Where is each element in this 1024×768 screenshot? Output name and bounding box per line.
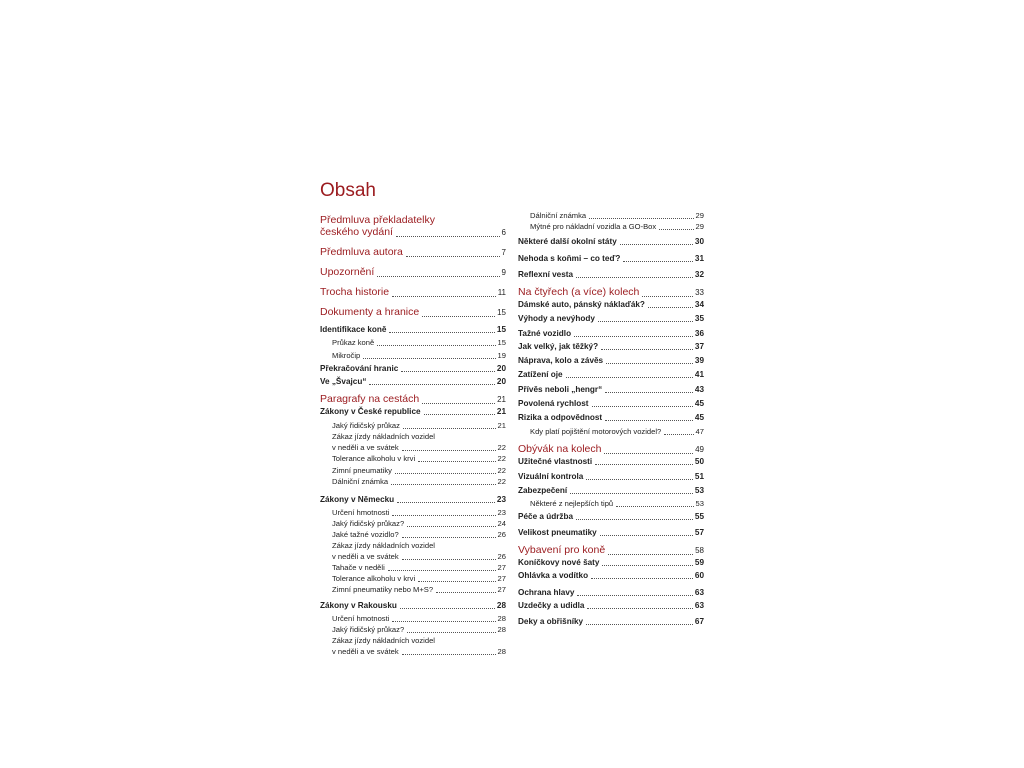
toc-page-number: 21 bbox=[496, 407, 506, 416]
toc-page-number: 49 bbox=[695, 445, 704, 454]
toc-entry-title: Nehoda s koňmi – co teď? bbox=[518, 254, 621, 263]
toc-entry[interactable] bbox=[518, 544, 704, 557]
toc-entry[interactable] bbox=[320, 266, 506, 279]
toc-entry-title: Tažné vozidlo bbox=[518, 329, 572, 338]
toc-entry-title: Tolerance alkoholu v krvi bbox=[332, 574, 416, 583]
toc-page-number: 26 bbox=[497, 530, 506, 539]
toc-entry[interactable] bbox=[320, 613, 506, 624]
dot-leader bbox=[589, 218, 693, 219]
dot-leader bbox=[418, 461, 495, 462]
dot-leader bbox=[576, 519, 693, 520]
toc-page-number: 67 bbox=[694, 617, 704, 626]
dot-leader bbox=[570, 493, 693, 494]
toc-entry[interactable] bbox=[320, 476, 506, 487]
toc-entry-title: Koníčkovy nové šaty bbox=[518, 558, 600, 567]
toc-page-number: 31 bbox=[694, 254, 704, 263]
dot-leader bbox=[642, 296, 693, 297]
dot-leader bbox=[401, 371, 495, 372]
dot-leader bbox=[402, 450, 496, 451]
dot-leader bbox=[397, 502, 495, 503]
dot-leader bbox=[407, 632, 495, 633]
toc-entry-title: Jak velký, jak těžký? bbox=[518, 342, 599, 351]
toc-entry-title: Identifikace koně bbox=[320, 325, 387, 334]
dot-leader bbox=[604, 453, 693, 454]
toc-page-number: 22 bbox=[497, 466, 506, 475]
toc-entry[interactable] bbox=[518, 443, 704, 456]
toc-entry[interactable] bbox=[320, 406, 506, 417]
toc-entry-title: Zákony v České republice bbox=[320, 407, 421, 416]
toc-page-number: 63 bbox=[694, 601, 704, 610]
toc-entry-line: Zákaz jízdy nákladních vozidel bbox=[332, 636, 435, 645]
dot-leader bbox=[592, 406, 693, 407]
toc-entry[interactable] bbox=[518, 616, 704, 627]
toc-page-number: 59 bbox=[694, 558, 704, 567]
toc-entry[interactable] bbox=[518, 384, 704, 395]
dot-leader bbox=[616, 506, 693, 507]
toc-page-number: 27 bbox=[497, 585, 506, 594]
dot-leader bbox=[602, 565, 692, 566]
toc-entry-title: Tolerance alkoholu v krvi bbox=[332, 454, 416, 463]
dot-leader bbox=[436, 592, 495, 593]
toc-column-left bbox=[320, 214, 506, 657]
toc-entry[interactable] bbox=[320, 518, 506, 529]
toc-entry[interactable] bbox=[518, 412, 704, 423]
toc-entry[interactable] bbox=[320, 442, 506, 453]
toc-entry-title: Určení hmotnosti bbox=[332, 614, 390, 623]
toc-entry-title: Užitečné vlastnosti bbox=[518, 457, 593, 466]
dot-leader bbox=[623, 261, 693, 262]
toc-entry-title: v neděli a ve svátek bbox=[332, 443, 399, 452]
toc-entry-title: Uzdečky a udidla bbox=[518, 601, 585, 610]
toc-entry[interactable] bbox=[518, 527, 704, 538]
dot-leader bbox=[377, 345, 495, 346]
dot-leader bbox=[402, 537, 496, 538]
toc-page-number: 45 bbox=[694, 413, 704, 422]
toc-entry[interactable] bbox=[320, 584, 506, 595]
dot-leader bbox=[402, 559, 496, 560]
toc-entry-title: Péče a údržba bbox=[518, 512, 574, 521]
toc-entry-title: českého vydání bbox=[320, 226, 393, 238]
dot-leader bbox=[591, 578, 693, 579]
toc-entry-title: Jaké tažné vozidlo? bbox=[332, 530, 399, 539]
dot-leader bbox=[576, 277, 693, 278]
toc-entry[interactable] bbox=[518, 557, 704, 568]
toc-page-number: 41 bbox=[694, 370, 704, 379]
toc-entry-title: Zákony v Německu bbox=[320, 495, 395, 504]
toc-entry-title: Zabezpečení bbox=[518, 486, 568, 495]
toc-entry-title: Překračování hranic bbox=[320, 364, 399, 373]
toc-entry-line: Předmluva překladatelky bbox=[320, 214, 435, 226]
toc-page-number: 45 bbox=[694, 399, 704, 408]
toc-entry-line: Zákaz jízdy nákladních vozidel bbox=[332, 541, 435, 550]
toc-entry-title: Vybavení pro koně bbox=[518, 544, 606, 556]
toc-entry[interactable] bbox=[320, 529, 506, 540]
toc-entry[interactable] bbox=[320, 551, 506, 562]
toc-page-number: 36 bbox=[694, 329, 704, 338]
dot-leader bbox=[422, 403, 495, 404]
toc-page-number: 7 bbox=[501, 248, 506, 257]
toc-page-number: 51 bbox=[694, 472, 704, 481]
toc-entry-title: Deky a obřišníky bbox=[518, 617, 584, 626]
toc-entry[interactable] bbox=[518, 269, 704, 280]
toc-entry[interactable] bbox=[320, 376, 506, 387]
toc-entry-title: Trocha historie bbox=[320, 286, 390, 298]
toc-entry[interactable] bbox=[320, 507, 506, 518]
toc-page-number: 11 bbox=[497, 288, 506, 297]
toc-entry-title: Ve „Švajcu“ bbox=[320, 377, 367, 386]
toc-page-number: 21 bbox=[497, 395, 506, 404]
toc-entry-title: v neděli a ve svátek bbox=[332, 552, 399, 561]
dot-leader bbox=[418, 581, 495, 582]
toc-entry-title: Zimní pneumatiky bbox=[332, 466, 392, 475]
toc-entry-title: Některé další okolní státy bbox=[518, 237, 617, 246]
toc-entry-title: Jaký řidičský průkaz? bbox=[332, 625, 405, 634]
toc-entry[interactable] bbox=[320, 363, 506, 374]
toc-entry[interactable] bbox=[320, 420, 506, 431]
toc-page-number: 20 bbox=[496, 364, 506, 373]
toc-entry-title: Povolená rychlost bbox=[518, 399, 589, 408]
toc-entry-title: Zatížení oje bbox=[518, 370, 563, 379]
toc-page-number: 58 bbox=[695, 546, 704, 555]
toc-entry-title: Ohlávka a vodítko bbox=[518, 571, 589, 580]
dot-leader bbox=[391, 484, 495, 485]
toc-page-number: 23 bbox=[497, 508, 506, 517]
toc-entry[interactable] bbox=[320, 465, 506, 476]
toc-entry-title: v neděli a ve svátek bbox=[332, 647, 399, 656]
dot-leader bbox=[392, 296, 496, 297]
toc-entry[interactable] bbox=[518, 328, 704, 339]
toc-entry-title: Rizika a odpovědnost bbox=[518, 413, 603, 422]
toc-entry-title: Jaký řidičský průkaz bbox=[332, 421, 400, 430]
dot-leader bbox=[400, 608, 495, 609]
toc-entry[interactable] bbox=[320, 286, 506, 299]
toc-entry[interactable] bbox=[320, 246, 506, 259]
toc-entry-title: Výhody a nevýhody bbox=[518, 314, 595, 323]
toc-entry[interactable] bbox=[320, 324, 506, 335]
toc-entry-title: Předmluva autora bbox=[320, 246, 403, 258]
toc-entry[interactable] bbox=[518, 426, 704, 437]
toc-page-number: 32 bbox=[694, 270, 704, 279]
toc-entry-title: Přívěs neboli „hengr“ bbox=[518, 385, 603, 394]
toc-entry[interactable] bbox=[518, 286, 704, 299]
toc-page-number: 55 bbox=[694, 512, 704, 521]
toc-entry-title: Velikost pneumatiky bbox=[518, 528, 597, 537]
toc-entry-title: Mikročip bbox=[332, 351, 361, 360]
dot-leader bbox=[406, 256, 500, 257]
toc-entry-title: Vizuální kontrola bbox=[518, 472, 584, 481]
toc-page-number: 21 bbox=[497, 421, 506, 430]
toc-entry-title: Reflexní vesta bbox=[518, 270, 574, 279]
toc-entry-title: Jaký řidičský průkaz? bbox=[332, 519, 405, 528]
dot-leader bbox=[606, 363, 693, 364]
toc-page-number: 6 bbox=[501, 228, 506, 237]
toc-page-number: 22 bbox=[497, 443, 506, 452]
dot-leader bbox=[389, 332, 494, 333]
dot-leader bbox=[388, 570, 496, 571]
toc-page-number: 9 bbox=[501, 268, 506, 277]
dot-leader bbox=[586, 479, 693, 480]
toc-page-number: 27 bbox=[497, 574, 506, 583]
toc-page-number: 15 bbox=[497, 338, 506, 347]
toc-entry[interactable] bbox=[320, 226, 506, 239]
toc-entry-title: Určení hmotnosti bbox=[332, 508, 390, 517]
toc-entry[interactable] bbox=[320, 573, 506, 584]
toc-entry-title: Ochrana hlavy bbox=[518, 588, 575, 597]
toc-entry-title: Obývák na kolech bbox=[518, 443, 602, 455]
dot-leader bbox=[369, 384, 494, 385]
toc-page-number: 28 bbox=[497, 647, 506, 656]
dot-leader bbox=[664, 434, 693, 435]
dot-leader bbox=[577, 595, 692, 596]
toc-page-number: 24 bbox=[497, 519, 506, 528]
toc-page-number: 53 bbox=[695, 499, 704, 508]
dot-leader bbox=[600, 535, 693, 536]
toc-page-number: 47 bbox=[695, 427, 704, 436]
toc-entry[interactable] bbox=[320, 624, 506, 635]
toc-entry[interactable] bbox=[320, 453, 506, 464]
dot-leader bbox=[574, 336, 693, 337]
dot-leader bbox=[605, 420, 693, 421]
toc-entry-title: Dálniční známka bbox=[332, 477, 389, 486]
toc-page-number: 37 bbox=[694, 342, 704, 351]
toc-entry[interactable] bbox=[518, 253, 704, 264]
toc-entry[interactable] bbox=[320, 646, 506, 657]
toc-entry-title: Kdy platí pojištění motorových vozidel? bbox=[530, 427, 662, 436]
dot-leader bbox=[620, 244, 693, 245]
dot-leader bbox=[395, 473, 496, 474]
toc-page-number: 33 bbox=[695, 288, 704, 297]
toc-entry[interactable] bbox=[518, 485, 704, 496]
toc-entry-line: Zákaz jízdy nákladních vozidel bbox=[332, 432, 435, 441]
toc-entry[interactable] bbox=[518, 313, 704, 324]
dot-leader bbox=[586, 624, 693, 625]
dot-leader bbox=[396, 236, 500, 237]
toc-entry[interactable] bbox=[320, 494, 506, 505]
toc-entry-title: Zákony v Rakousku bbox=[320, 601, 397, 610]
toc-page-number: 29 bbox=[695, 211, 704, 220]
dot-leader bbox=[648, 307, 693, 308]
toc-page-number: 15 bbox=[496, 325, 506, 334]
toc-entry-title: Dálniční známka bbox=[530, 211, 587, 220]
toc-entry[interactable] bbox=[518, 570, 704, 581]
toc-entry[interactable] bbox=[320, 337, 506, 348]
dot-leader bbox=[377, 276, 499, 277]
toc-page-number: 60 bbox=[694, 571, 704, 580]
dot-leader bbox=[403, 428, 496, 429]
toc-page-number: 63 bbox=[694, 588, 704, 597]
toc-entry[interactable] bbox=[320, 562, 506, 573]
toc-page-number: 23 bbox=[496, 495, 506, 504]
toc-entry[interactable] bbox=[518, 471, 704, 482]
toc-page-number: 22 bbox=[497, 454, 506, 463]
toc-page-number: 19 bbox=[497, 351, 506, 360]
toc-entry-title: Náprava, kolo a závěs bbox=[518, 356, 604, 365]
dot-leader bbox=[566, 377, 693, 378]
dot-leader bbox=[608, 554, 693, 555]
toc-entry-title: Některé z nejlepších tipů bbox=[530, 499, 614, 508]
dot-leader bbox=[392, 621, 495, 622]
toc-page-number: 28 bbox=[497, 614, 506, 623]
toc-entry-title: Tahače v neděli bbox=[332, 563, 385, 572]
toc-entry[interactable] bbox=[320, 393, 506, 406]
toc-entry-title: Zimní pneumatiky nebo M+S? bbox=[332, 585, 434, 594]
dot-leader bbox=[402, 654, 496, 655]
toc-entry[interactable] bbox=[518, 210, 704, 221]
toc-entry-title: Dámské auto, pánský náklaďák? bbox=[518, 300, 645, 309]
toc-page-number: 26 bbox=[497, 552, 506, 561]
toc-page-number: 39 bbox=[694, 356, 704, 365]
toc-page-number: 20 bbox=[496, 377, 506, 386]
toc-entry[interactable] bbox=[518, 221, 704, 232]
toc-entry-title: Dokumenty a hranice bbox=[320, 306, 420, 318]
toc-page-number: 28 bbox=[497, 625, 506, 634]
toc-page-number: 27 bbox=[497, 563, 506, 572]
toc-page-number: 34 bbox=[694, 300, 704, 309]
toc-entry-title: Průkaz koně bbox=[332, 338, 375, 347]
toc-page-number: 57 bbox=[694, 528, 704, 537]
toc-page-number: 15 bbox=[497, 308, 506, 317]
toc-column-right bbox=[518, 210, 704, 627]
toc-entry[interactable] bbox=[518, 398, 704, 409]
dot-leader bbox=[407, 526, 495, 527]
toc-entry[interactable] bbox=[518, 341, 704, 352]
toc-entry[interactable] bbox=[320, 600, 506, 611]
toc-page-number: 35 bbox=[694, 314, 704, 323]
page-title: Obsah bbox=[320, 180, 376, 201]
toc-entry-title: Paragrafy na cestách bbox=[320, 393, 420, 405]
dot-leader bbox=[424, 414, 495, 415]
toc-entry[interactable] bbox=[518, 299, 704, 310]
toc-entry[interactable] bbox=[518, 587, 704, 598]
toc-entry[interactable] bbox=[320, 350, 506, 361]
toc-entry[interactable] bbox=[518, 498, 704, 509]
dot-leader bbox=[363, 358, 495, 359]
toc-page-number: 43 bbox=[694, 385, 704, 394]
toc-page-number: 53 bbox=[694, 486, 704, 495]
toc-entry[interactable] bbox=[518, 236, 704, 247]
dot-leader bbox=[659, 229, 693, 230]
toc-entry-title: Upozornění bbox=[320, 266, 375, 278]
toc-entry[interactable] bbox=[518, 511, 704, 522]
toc-entry[interactable] bbox=[518, 369, 704, 380]
dot-leader bbox=[422, 316, 495, 317]
toc-entry[interactable] bbox=[518, 600, 704, 611]
toc-entry[interactable] bbox=[518, 355, 704, 366]
dot-leader bbox=[392, 515, 495, 516]
toc-entry-title: Na čtyřech (a více) kolech bbox=[518, 286, 640, 298]
toc-page-number: 28 bbox=[496, 601, 506, 610]
toc-page-number: 50 bbox=[694, 457, 704, 466]
dot-leader bbox=[605, 392, 693, 393]
toc-page-number: 22 bbox=[497, 477, 506, 486]
toc-entry[interactable] bbox=[320, 306, 506, 319]
toc-page-number: 29 bbox=[695, 222, 704, 231]
dot-leader bbox=[595, 464, 693, 465]
dot-leader bbox=[598, 321, 693, 322]
toc-page-number: 30 bbox=[694, 237, 704, 246]
dot-leader bbox=[601, 349, 693, 350]
dot-leader bbox=[587, 608, 692, 609]
toc-entry[interactable] bbox=[518, 456, 704, 467]
toc-entry-title: Mýtné pro nákladní vozidla a GO-Box bbox=[530, 222, 657, 231]
